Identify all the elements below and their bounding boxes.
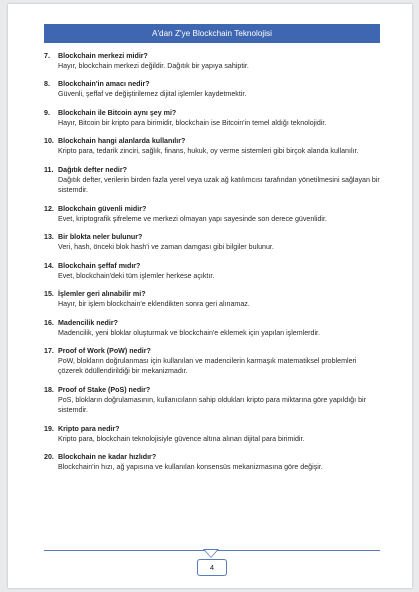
answer-text: Kripto para, tedarik zinciri, sağlık, finans, hukuk, oy verme sistemleri gibi birçok alanda kullanılır.: [58, 147, 359, 156]
qa-item: [44, 232, 380, 252]
qa-item: [44, 385, 380, 416]
question-number: 14.: [44, 261, 54, 270]
document-page: [8, 4, 412, 588]
question-text: İşlemler geri alınabilir mi?: [58, 290, 146, 299]
page-footer: [44, 548, 380, 578]
qa-item: [44, 204, 380, 224]
question-text: Proof of Stake (PoS) nedir?: [58, 385, 151, 394]
question-text: Blockchain güvenli midir?: [58, 204, 147, 213]
question-text: Blockchain şeffaf mıdır?: [58, 261, 141, 270]
question-number: 7.: [44, 52, 50, 60]
question-number: 12.: [44, 204, 54, 213]
question: [44, 424, 380, 434]
answer-text: Kripto para, blockchain teknolojisiyle güvence altına alınan dijital para birimidir.: [58, 434, 305, 443]
question: [44, 204, 380, 214]
qa-item: [44, 261, 380, 281]
question-number: 16.: [44, 318, 54, 327]
qa-item: [44, 424, 380, 444]
question: [44, 136, 380, 146]
answer-text: Evet, blockchain'deki tüm işlemler herkese açıktır.: [58, 271, 215, 280]
question-text: Bir blokta neler bulunur?: [58, 233, 143, 242]
question-number: 17.: [44, 347, 54, 356]
qa-list: [44, 51, 380, 481]
question-text: Blockchain hangi alanlarda kullanılır?: [58, 137, 186, 146]
answer-text: Dağıtık defter, verilerin birden fazla yerel veya uzak ağ katılımcısı tarafından yönetilmesini sağlayan bir sistemdir.: [58, 175, 380, 195]
question-text: Kripto para nedir?: [58, 424, 120, 433]
answer-text: Hayır, bir işlem blockchain'e eklendikten sonra geri alınamaz.: [58, 300, 250, 309]
qa-item: [44, 452, 380, 472]
question-text: Blockchain ne kadar hızlıdır?: [58, 453, 157, 462]
qa-item: [44, 79, 380, 99]
question: [44, 318, 380, 328]
question-number: 19.: [44, 424, 54, 433]
answer-text: Güvenli, şeffaf ve değiştirilemez dijital işlemler kaydetmektir.: [58, 90, 247, 99]
answer-text: Blockchain'in hızı, ağ yapısına ve kullanılan konsensüs mekanizmasına göre değişir.: [58, 463, 323, 472]
answer-text: PoS, blokların doğrulamasının, kullanıcıların sahip oldukları kripto para miktarına göre yapıldığı bir sistemdir.: [58, 395, 366, 415]
question: [44, 51, 380, 61]
qa-item: [44, 136, 380, 156]
qa-item: [44, 346, 380, 377]
qa-item: [44, 289, 380, 309]
question: [44, 452, 380, 462]
answer-text: Evet, kriptografik şifreleme ve merkezi olmayan yapı sayesinde son derece güvenlidir.: [58, 214, 327, 223]
question-number: 20.: [44, 453, 54, 462]
question: [44, 165, 380, 175]
question-text: Blockchain merkezi midir?: [58, 52, 148, 60]
qa-item: [44, 165, 380, 196]
qa-item: [44, 51, 380, 71]
question-number: 8.: [44, 80, 50, 89]
question-text: Madencilik nedir?: [58, 318, 118, 327]
page-number: 4: [197, 559, 227, 576]
question: [44, 385, 380, 395]
answer-text: Veri, hash, önceki blok hash'i ve zaman damgası gibi bilgiler bulunur.: [58, 243, 274, 252]
qa-item: [44, 108, 380, 128]
answer-text: Hayır, blockchain merkezi değildir. Dağıtık bir yapıya sahiptir.: [58, 62, 249, 70]
question-number: 11.: [44, 165, 54, 174]
question-text: Dağıtık defter nedir?: [58, 165, 127, 174]
answer-text: Hayır, Bitcoin bir kripto para birimidir, blockchain ise Bitcoin'in temel aldığı teknolojidir.: [58, 118, 327, 127]
page-header: [44, 24, 380, 43]
question: [44, 108, 380, 118]
question-number: 15.: [44, 290, 54, 299]
question-number: 18.: [44, 385, 54, 394]
question: [44, 346, 380, 356]
qa-item: [44, 318, 380, 338]
answer-text: PoW, blokların doğrulanması için kullanılan ve madencilerin karmaşık matematiksel problemleri çözerek ödüllendirildiği bir mekanizmadır.: [58, 357, 357, 376]
question: [44, 261, 380, 271]
question-text: Blockchain ile Bitcoin aynı şey mi?: [58, 108, 177, 117]
question-text: Proof of Work (PoW) nedir?: [58, 347, 151, 356]
question: [44, 232, 380, 242]
answer-text: Madencilik, yeni bloklar oluşturmak ve blockchain'e eklemek için yapılan işlemlerdir.: [58, 328, 320, 337]
question-number: 9.: [44, 108, 50, 117]
question-number: 10.: [44, 137, 54, 146]
header-title: A'dan Z'ye Blockchain Teknolojisi: [152, 29, 272, 38]
question-text: Blockchain'in amacı nedir?: [58, 80, 150, 89]
question-number: 13.: [44, 233, 54, 242]
question: [44, 79, 380, 89]
question: [44, 289, 380, 299]
